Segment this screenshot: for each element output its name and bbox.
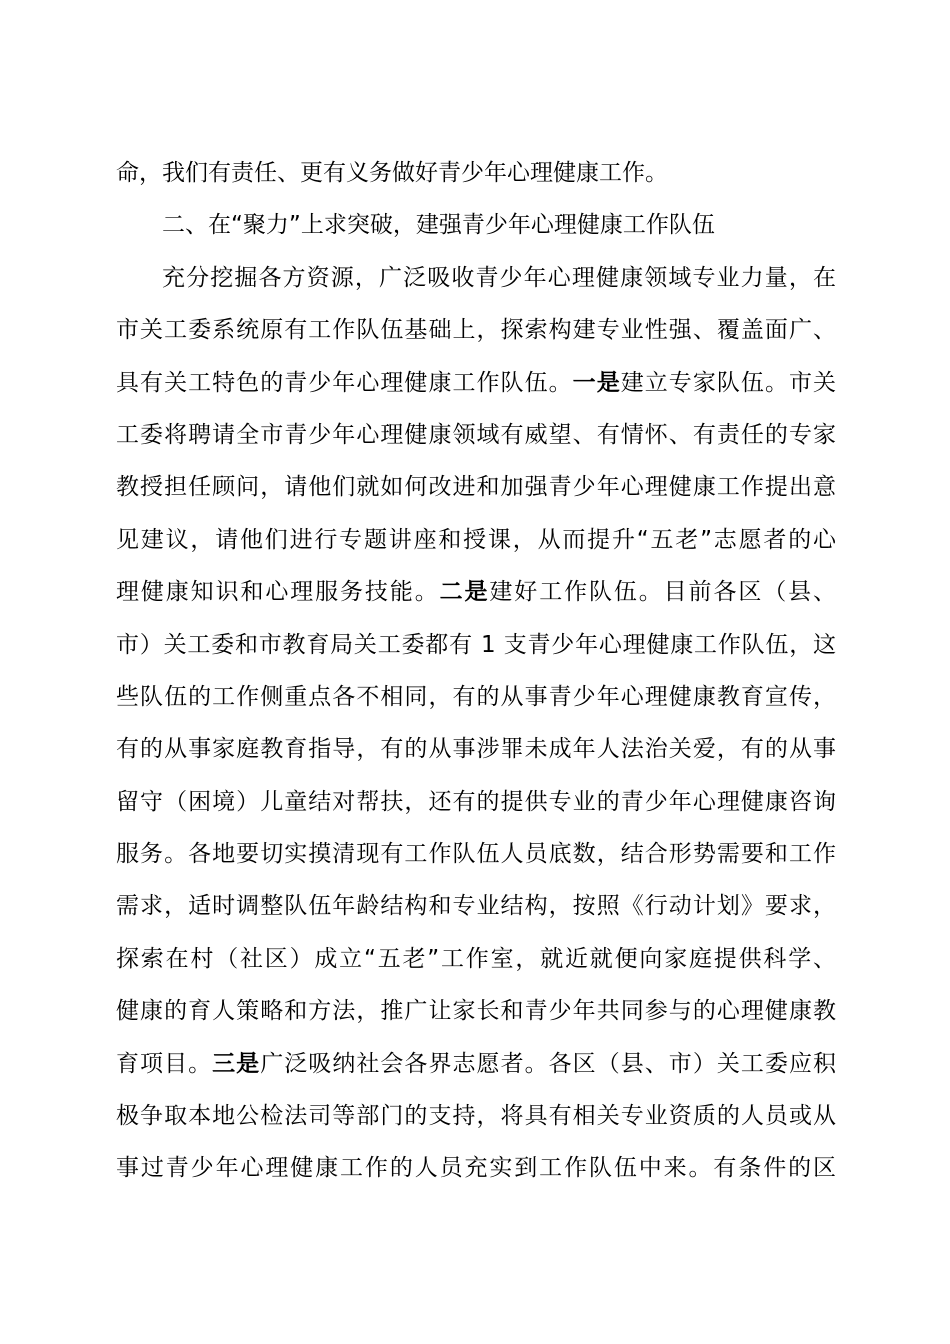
text-line bbox=[116, 357, 836, 409]
text-line: 极争取本地公检法司等部门的支持，将具有相关专业资质的人员或从 bbox=[116, 1103, 836, 1130]
text-line: 有的从事家庭教育指导，有的从事涉罪未成年人法治关爱，有的从事 bbox=[116, 736, 836, 763]
text-line bbox=[116, 566, 836, 618]
text-line: 服务。各地要切实摸清现有工作队伍人员底数，结合形势需要和工作 bbox=[116, 841, 836, 868]
text-line: 健康的育人策略和方法，推广让家长和青少年共同参与的心理健康教 bbox=[116, 998, 836, 1025]
body-text bbox=[116, 147, 836, 1195]
text-line: 些队伍的工作侧重点各不相同，有的从事青少年心理健康教育宣传， bbox=[116, 683, 836, 710]
text-line: 命，我们有责任、更有义务做好青少年心理健康工作。 bbox=[116, 160, 668, 186]
section-heading: 二、在“聚力”上求突破，建强青少年心理健康工作队伍 bbox=[162, 212, 715, 239]
emphasis-label: 三是 bbox=[212, 1050, 261, 1077]
text-line: 市关工委系统原有工作队伍基础上，探索构建专业性强、覆盖面广、 bbox=[116, 317, 836, 344]
text-line: 工委将聘请全市青少年心理健康领域有威望、有情怀、有责任的专家 bbox=[116, 421, 836, 448]
text-line: 探索在村（社区）成立“五老”工作室，就近就便向家庭提供科学、 bbox=[116, 945, 836, 972]
text-run: 建好工作队伍。目前各区（县、 bbox=[489, 579, 837, 606]
text-line bbox=[116, 1038, 836, 1090]
text-line: 充分挖掘各方资源，广泛吸收青少年心理健康领域专业力量，在 bbox=[162, 264, 836, 291]
text-run: 理健康知识和心理服务技能。 bbox=[116, 579, 440, 606]
text-run: 育项目。 bbox=[116, 1050, 213, 1077]
text-line: 市）关工委和市教育局关工委都有 1 支青少年心理健康工作队伍，这 bbox=[116, 631, 836, 658]
text-line: 事过青少年心理健康工作的人员充实到工作队伍中来。有条件的区 bbox=[116, 1155, 836, 1182]
emphasis-label: 二是 bbox=[439, 579, 490, 606]
text-line: 留守（困境）儿童结对帮扶，还有的提供专业的青少年心理健康咨询 bbox=[116, 788, 836, 815]
text-line: 需求，适时调整队伍年龄结构和专业结构，按照《行动计划》要求， bbox=[116, 893, 836, 920]
text-run: 建立专家队伍。市关 bbox=[620, 369, 837, 396]
text-run: 具有关工特色的青少年心理健康工作队伍。 bbox=[116, 369, 573, 396]
text-line: 教授担任顾问，请他们就如何改进和加强青少年心理健康工作提出意 bbox=[116, 474, 836, 501]
emphasis-label: 一是 bbox=[572, 369, 621, 396]
text-run: 广泛吸纳社会各界志愿者。各区（县、市）关工委应积 bbox=[260, 1050, 837, 1077]
text-line: 见建议，请他们进行专题讲座和授课，从而提升“五老”志愿者的心 bbox=[116, 526, 836, 553]
